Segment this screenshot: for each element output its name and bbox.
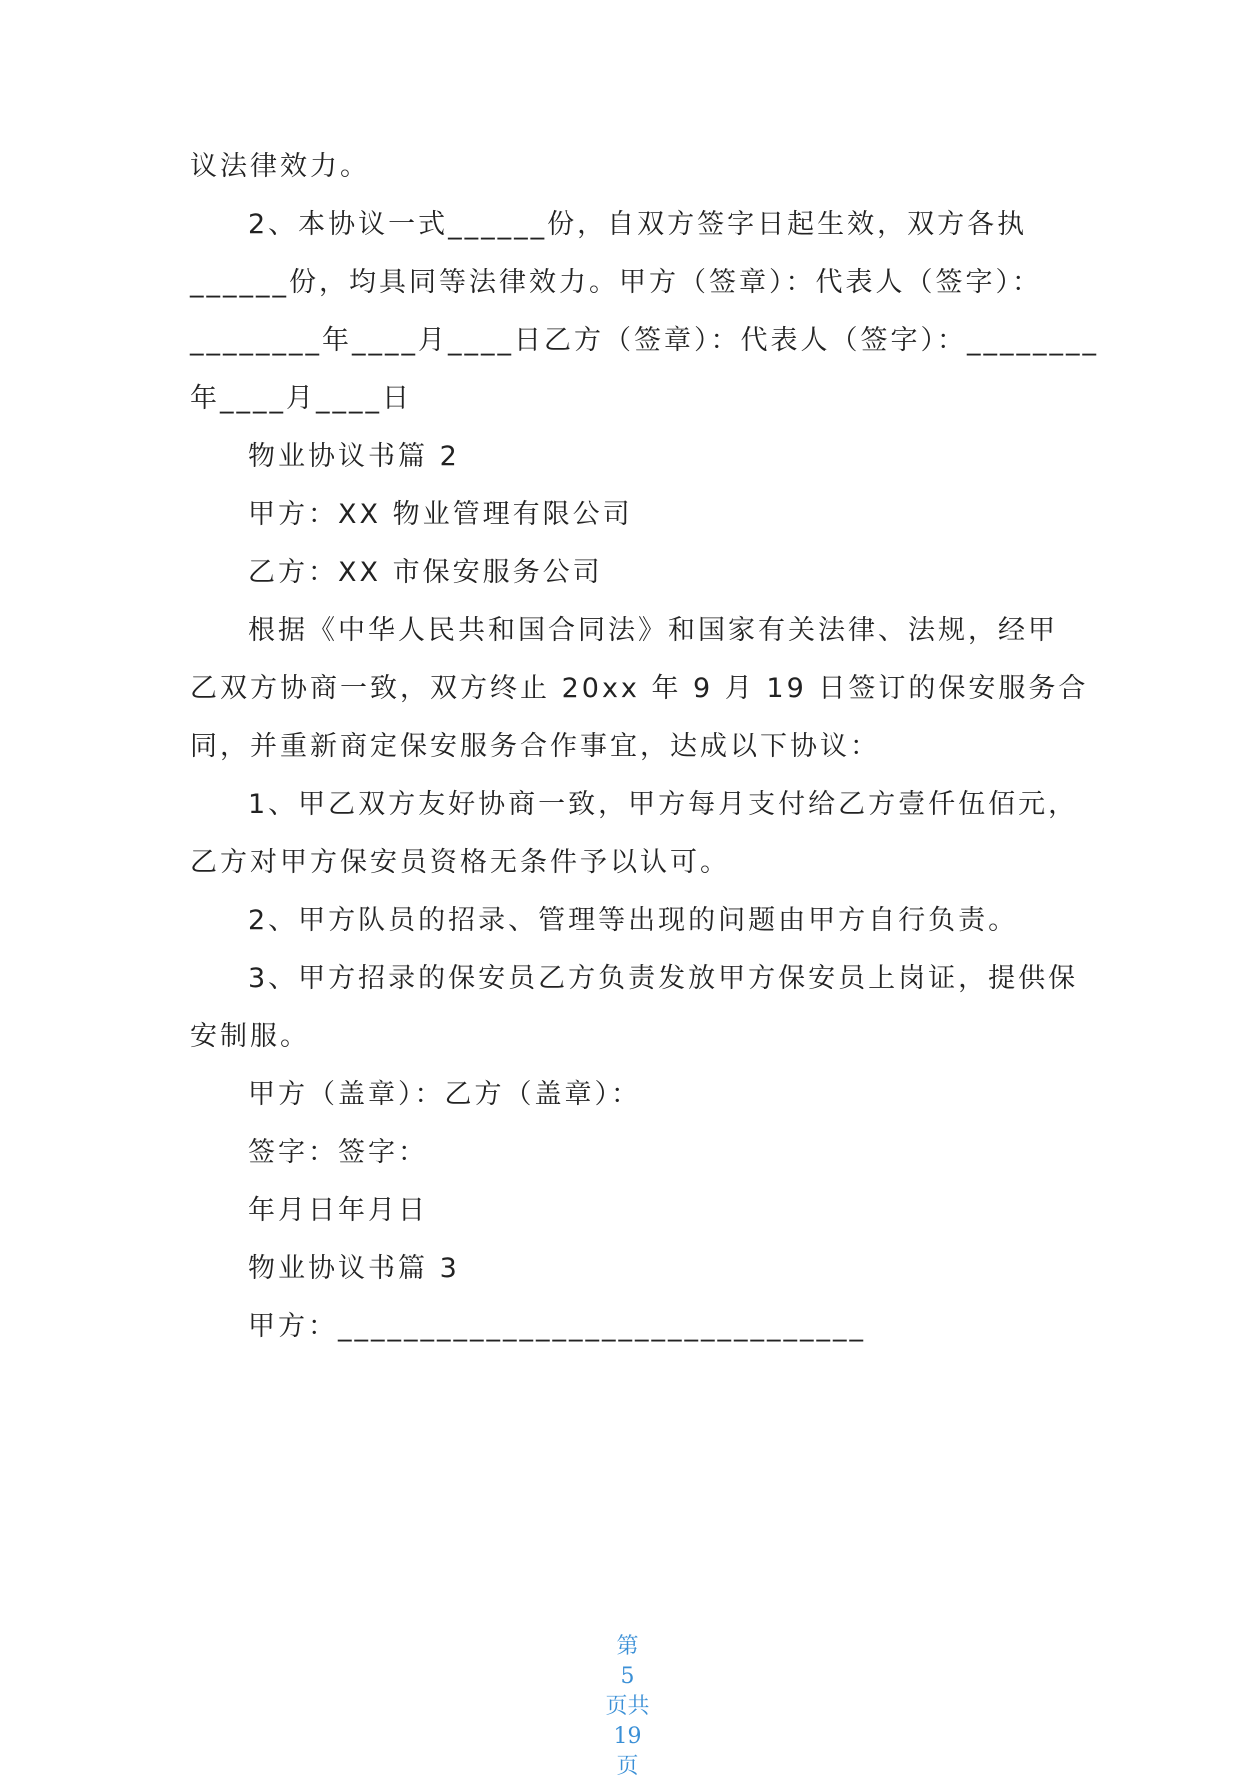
text-line: 1、甲乙双方友好协商一致，甲方每月支付给乙方壹仟伍佰元，	[248, 789, 1079, 820]
text-line: 年____月____日	[190, 383, 412, 414]
page-suffix: 页	[616, 1754, 639, 1779]
text-line: 安制服。	[190, 1021, 310, 1052]
seal-line: 甲方（盖章）：乙方（盖章）：	[248, 1079, 641, 1110]
signature-line: 签字：签字：	[248, 1137, 428, 1168]
party-a-line: 甲方：XX 物业管理有限公司	[248, 499, 633, 530]
text-line: ________年____月____日乙方（签章）：代表人（签字）：________	[190, 325, 1099, 356]
page-number: 5	[620, 1664, 635, 1689]
section-heading: 物业协议书篇 3	[248, 1253, 460, 1284]
text-line: 同，并重新商定保安服务合作事宜，达成以下协议：	[190, 731, 880, 762]
text-line: 3、甲方招录的保安员乙方负责发放甲方保安员上岗证，提供保	[248, 963, 1079, 994]
text-line: 议法律效力。	[190, 151, 370, 182]
text-line: ______份，均具同等法律效力。甲方（签章）：代表人（签字）：	[190, 267, 1042, 298]
text-line: 乙方对甲方保安员资格无条件予以认可。	[190, 847, 730, 878]
date-line: 年月日年月日	[248, 1195, 428, 1226]
text-line: 2、本协议一式______份，自双方签字日起生效，双方各执	[248, 209, 1028, 240]
party-a-blank-line: 甲方：________________________________	[248, 1311, 866, 1342]
text-line: 2、甲方队员的招录、管理等出现的问题由甲方自行负责。	[248, 905, 1019, 936]
page-mid: 页共	[605, 1694, 650, 1719]
text-line: 根据《中华人民共和国合同法》和国家有关法律、法规，经甲	[248, 615, 1058, 646]
page-footer	[0, 1602, 1241, 1782]
text-line: 乙双方协商一致，双方终止 20xx 年 9 月 19 日签订的保安服务合	[190, 673, 1089, 704]
total-pages: 19	[613, 1724, 642, 1749]
section-heading: 物业协议书篇 2	[248, 441, 460, 472]
page-prefix: 第	[616, 1634, 639, 1659]
party-b-line: 乙方：XX 市保安服务公司	[248, 557, 603, 588]
